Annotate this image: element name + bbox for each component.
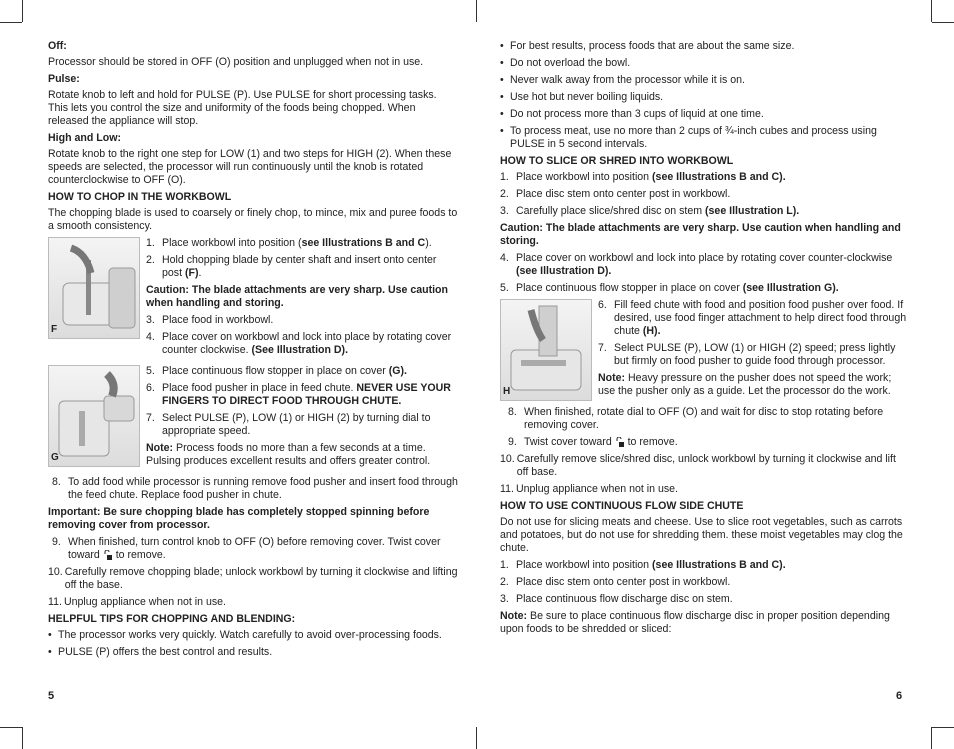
slice-step-10: 10. Carefully remove slice/shred disc, unlock workbowl by turning it clockwise and lift off base. bbox=[500, 453, 896, 478]
chop-step-7: 7. Select PULSE (P), LOW (1) or HIGH (2) by turning dial to appropriate speed. bbox=[146, 412, 431, 437]
slice-step-9: 9. Twist cover toward to remove. bbox=[508, 436, 678, 448]
slice-step-5: 5. Place continuous flow stopper in place on cover (see Illustration G). bbox=[500, 282, 839, 294]
pulse-text: Rotate knob to left and hold for PULSE (P). Use PULSE for short processing tasks. This lets you control the size and uniformity of the foods being chopped. When released the appliance will stop. bbox=[48, 89, 437, 127]
chop-step-6: 6. Place food pusher in place in feed chute. NEVER USE YOUR FINGERS TO DIRECT FOOD THROUGH CHUTE. bbox=[146, 382, 451, 407]
illustration-g bbox=[48, 365, 140, 467]
crop-mark bbox=[931, 0, 932, 22]
tip-item: • Do not overload the bowl. bbox=[500, 57, 631, 69]
figure-label: H bbox=[503, 386, 511, 397]
chop-step-1: 1. Place workbowl into position (see Illustrations B and C). bbox=[146, 237, 432, 249]
illustration-h bbox=[500, 299, 592, 401]
chop-heading: HOW TO CHOP IN THE WORKBOWL bbox=[48, 191, 232, 203]
chop-step-8: 8. To add food while processor is running remove food pusher and insert food through the feed chute. Replace food pusher in chute. bbox=[52, 476, 458, 501]
note-text: Note: Process foods no more than a few seconds at a time. Pulsing produces excellent results and offers greater control. bbox=[146, 442, 431, 467]
chute-step-3: 3. Place continuous flow discharge disc on stem. bbox=[500, 593, 733, 605]
chop-step-10: 10. Carefully remove chopping blade; unlock workbowl by turning it clockwise and lifting off the base. bbox=[48, 566, 458, 591]
slice-step-1: 1. Place workbowl into position (see Illustrations B and C). bbox=[500, 171, 786, 183]
chop-step-5: 5. Place continuous flow stopper in place on cover (G). bbox=[146, 365, 407, 377]
crop-mark bbox=[476, 727, 477, 749]
slice-step-7: 7. Select PULSE (P), LOW (1) or HIGH (2) speed; press lightly but firmly on food pusher to guide food through processor. bbox=[598, 342, 896, 367]
slice-heading: HOW TO SLICE OR SHRED INTO WORKBOWL bbox=[500, 155, 734, 167]
crop-mark bbox=[932, 22, 954, 23]
chop-step-4: 4. Place cover on workbowl and lock into place by rotating cover counter clockwise. (See Illustration D). bbox=[146, 331, 452, 356]
chute-step-2: 2. Place disc stem onto center post in workbowl. bbox=[500, 576, 731, 588]
figure-g-row bbox=[48, 365, 458, 472]
off-heading: Off: bbox=[48, 40, 67, 52]
note-text: Note: Heavy pressure on the pusher does not speed the work; use the pusher only as a guide. Let the processor do the work. bbox=[598, 372, 892, 397]
note-text: Note: Be sure to place continuous flow discharge disc in proper position depending upon foods to be shredded or sliced: bbox=[500, 610, 890, 635]
chute-step-1: 1. Place workbowl into position (see Illustrations B and C). bbox=[500, 559, 786, 571]
figure-label: G bbox=[51, 452, 59, 463]
crop-mark bbox=[22, 0, 23, 22]
chop-step-9: 9. When finished, turn control knob to OFF (O) before removing cover. Twist cover toward to remove. bbox=[52, 536, 441, 561]
crop-mark bbox=[476, 0, 477, 22]
crop-mark bbox=[0, 727, 22, 728]
tip-item: • PULSE (P) offers the best control and results. bbox=[48, 646, 273, 658]
chute-heading: HOW TO USE CONTINUOUS FLOW SIDE CHUTE bbox=[500, 500, 744, 512]
crop-mark bbox=[932, 727, 954, 728]
flow-stopper-illustration bbox=[49, 366, 139, 466]
caution-text: Caution: The blade attachments are very sharp. Use caution when handling and storing. bbox=[146, 284, 449, 309]
tips-heading: HELPFUL TIPS FOR CHOPPING AND BLENDING: bbox=[48, 613, 296, 625]
tip-item: • Do not process more than 3 cups of liquid at one time. bbox=[500, 108, 764, 120]
tip-item: • For best results, process foods that are about the same size. bbox=[500, 40, 795, 52]
tip-item: • Use hot but never boiling liquids. bbox=[500, 91, 664, 103]
highlow-heading: High and Low: bbox=[48, 132, 121, 144]
crop-mark bbox=[931, 727, 932, 749]
slice-step-6: 6. Fill feed chute with food and position food pusher over food. If desired, use food finger attachment to help direct food through chute (H). bbox=[598, 299, 907, 337]
chop-intro: The chopping blade is used to coarsely or finely chop, to mince, mix and puree foods to a smooth consistency. bbox=[48, 207, 458, 232]
page-number: 5 bbox=[48, 690, 55, 702]
unlock-padlock-icon bbox=[615, 437, 625, 447]
chop-step-2: 2. Hold chopping blade by center shaft and insert onto center post (F). bbox=[146, 254, 437, 279]
figure-h-row bbox=[500, 299, 910, 402]
off-text: Processor should be stored in OFF (O) position and unplugged when not in use. bbox=[48, 56, 424, 68]
page-number: 6 bbox=[896, 690, 903, 702]
chopping-blade-illustration bbox=[49, 238, 139, 338]
tip-item: • Never walk away from the processor while it is on. bbox=[500, 74, 745, 86]
figure-label: F bbox=[51, 324, 58, 335]
slice-step-8: 8. When finished, rotate dial to OFF (O) and wait for disc to stop rotating before removing cover. bbox=[508, 406, 884, 431]
crop-mark bbox=[22, 727, 23, 749]
important-text: Important: Be sure chopping blade has completely stopped spinning before removing cover from processor. bbox=[48, 506, 430, 531]
tip-item: • The processor works very quickly. Watch carefully to avoid over-processing foods. bbox=[48, 629, 442, 641]
crop-mark bbox=[0, 22, 22, 23]
slice-step-11: 11. Unplug appliance when not in use. bbox=[500, 483, 678, 495]
chute-intro: Do not use for slicing meats and cheese. Use to slice root vegetables, such as carrots and potatoes, but do not use for shredding them. these moist vegetables may clog the chute. bbox=[500, 516, 903, 554]
pulse-heading: Pulse: bbox=[48, 73, 80, 85]
slice-step-3: 3. Carefully place slice/shred disc on stem (see Illustration L). bbox=[500, 205, 800, 217]
highlow-text: Rotate knob to the right one step for LOW (1) and two steps for HIGH (2). When these speeds are selected, the processor will run continuously until the knob is rotated counterclockwise to OFF (O). bbox=[48, 148, 452, 186]
caution-text: Caution: The blade attachments are very sharp. Use caution when handling and storing. bbox=[500, 222, 901, 247]
chop-step-3: 3. Place food in workbowl. bbox=[146, 314, 274, 326]
slice-step-2: 2. Place disc stem onto center post in workbowl. bbox=[500, 188, 731, 200]
unlock-padlock-icon bbox=[103, 550, 113, 560]
figure-f-row bbox=[48, 237, 458, 361]
feed-chute-illustration bbox=[501, 300, 591, 400]
tip-item: • To process meat, use no more than 2 cups of ¾-inch cubes and process using PULSE in 5 second intervals. bbox=[500, 125, 877, 150]
left-page bbox=[48, 40, 458, 663]
right-page bbox=[500, 40, 910, 640]
slice-step-4: 4. Place cover on workbowl and lock into place by rotating cover counter-clockwise (see Illustration D). bbox=[500, 252, 893, 277]
illustration-f bbox=[48, 237, 140, 339]
chop-step-11: 11. Unplug appliance when not in use. bbox=[48, 596, 226, 608]
